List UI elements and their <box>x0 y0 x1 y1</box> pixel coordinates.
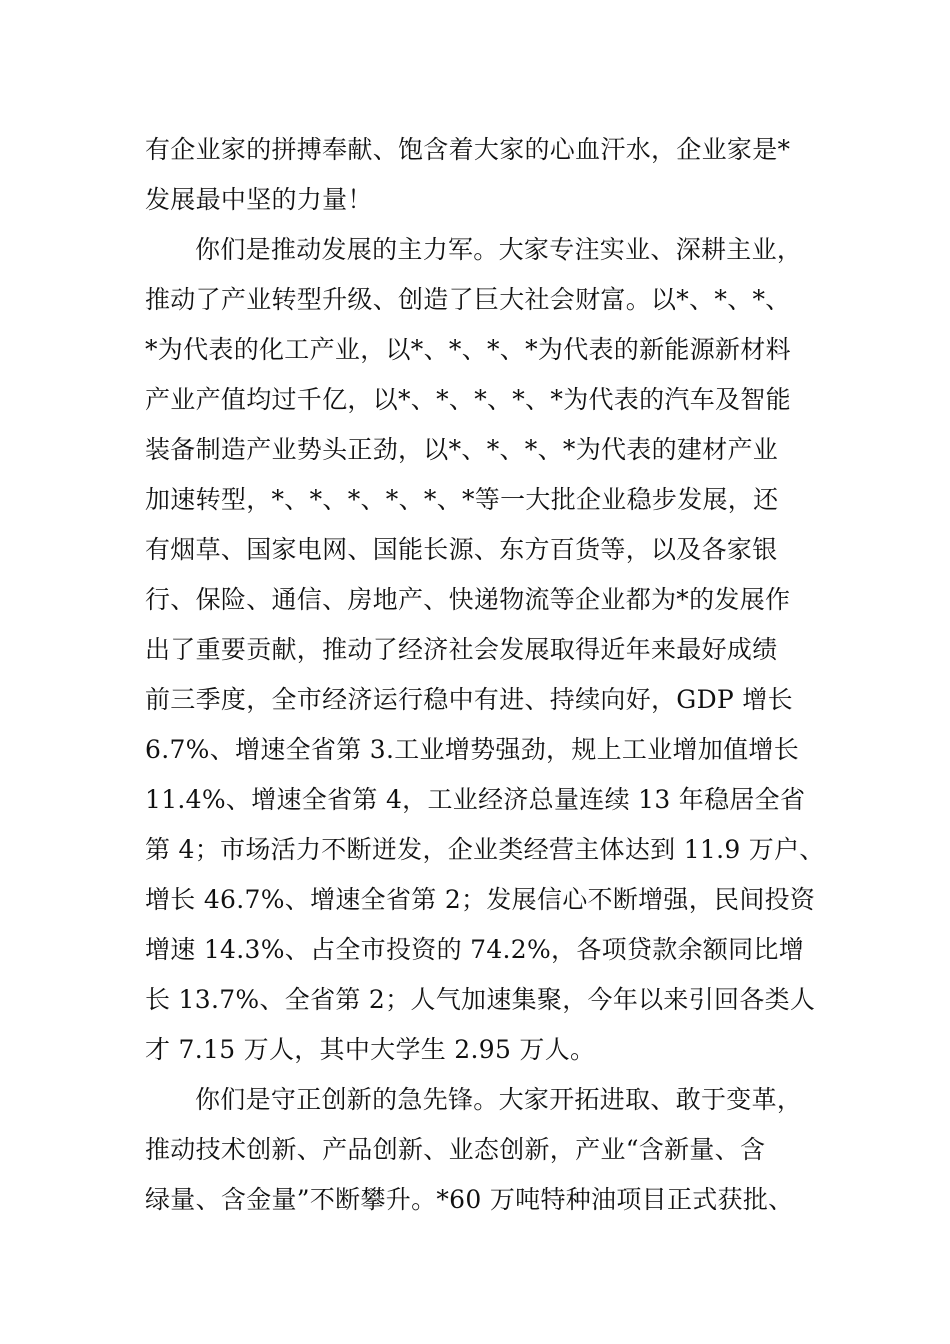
text-line: 产业产值均过千亿，以*、*、*、*、*为代表的汽车及智能 <box>145 385 791 414</box>
text-line: 第 4；市场活力不断迸发，企业类经营主体达到 11.9 万户、 <box>145 835 825 864</box>
text-line: 才 7.15 万人，其中大学生 2.95 万人。 <box>145 1035 596 1064</box>
paragraph-start-line: 你们是推动发展的主力军。大家专注实业、深耕主业， <box>195 235 803 264</box>
text-line: *为代表的化工产业，以*、*、*、*为代表的新能源新材料 <box>145 335 791 364</box>
text-line: 出了重要贡献，推动了经济社会发展取得近年来最好成绩 <box>145 635 778 664</box>
text-line: 推动了产业转型升级、创造了巨大社会财富。以*、*、*、 <box>145 285 791 314</box>
text-line: 6.7%、增速全省第 3.工业增势强劲，规上工业增加值增长 <box>145 735 800 764</box>
text-line: 增速 14.3%、占全市投资的 74.2%，各项贷款余额同比增 <box>145 935 805 964</box>
text-line: 有烟草、国家电网、国能长源、东方百货等，以及各家银 <box>145 535 778 564</box>
text-line: 装备制造产业势头正劲，以*、*、*、*为代表的建材产业 <box>145 435 779 464</box>
text-line: 长 13.7%、全省第 2；人气加速集聚，今年以来引回各类人 <box>145 985 816 1014</box>
text-line: 加速转型，*、*、*、*、*、*等一大批企业稳步发展，还 <box>145 485 779 514</box>
text-line: 有企业家的拼搏奉献、饱含着大家的心血汗水，企业家是* <box>145 135 791 164</box>
text-line: 前三季度，全市经济运行稳中有进、持续向好，GDP 增长 <box>145 685 793 714</box>
text-line: 发展最中坚的力量！ <box>145 185 373 214</box>
text-line: 11.4%、增速全省第 4，工业经济总量连续 13 年稳居全省 <box>145 785 806 814</box>
text-line: 行、保险、通信、房地产、快递物流等企业都为*的发展作 <box>145 585 791 614</box>
paragraph-start-line: 你们是守正创新的急先锋。大家开拓进取、敢于变革， <box>195 1085 803 1114</box>
text-line: 推动技术创新、产品创新、业态创新，产业“含新量、含 <box>145 1135 766 1164</box>
text-line: 绿量、含金量”不断攀升。*60 万吨特种油项目正式获批、 <box>145 1185 794 1214</box>
text-line: 增长 46.7%、增速全省第 2；发展信心不断增强，民间投资 <box>145 885 816 914</box>
